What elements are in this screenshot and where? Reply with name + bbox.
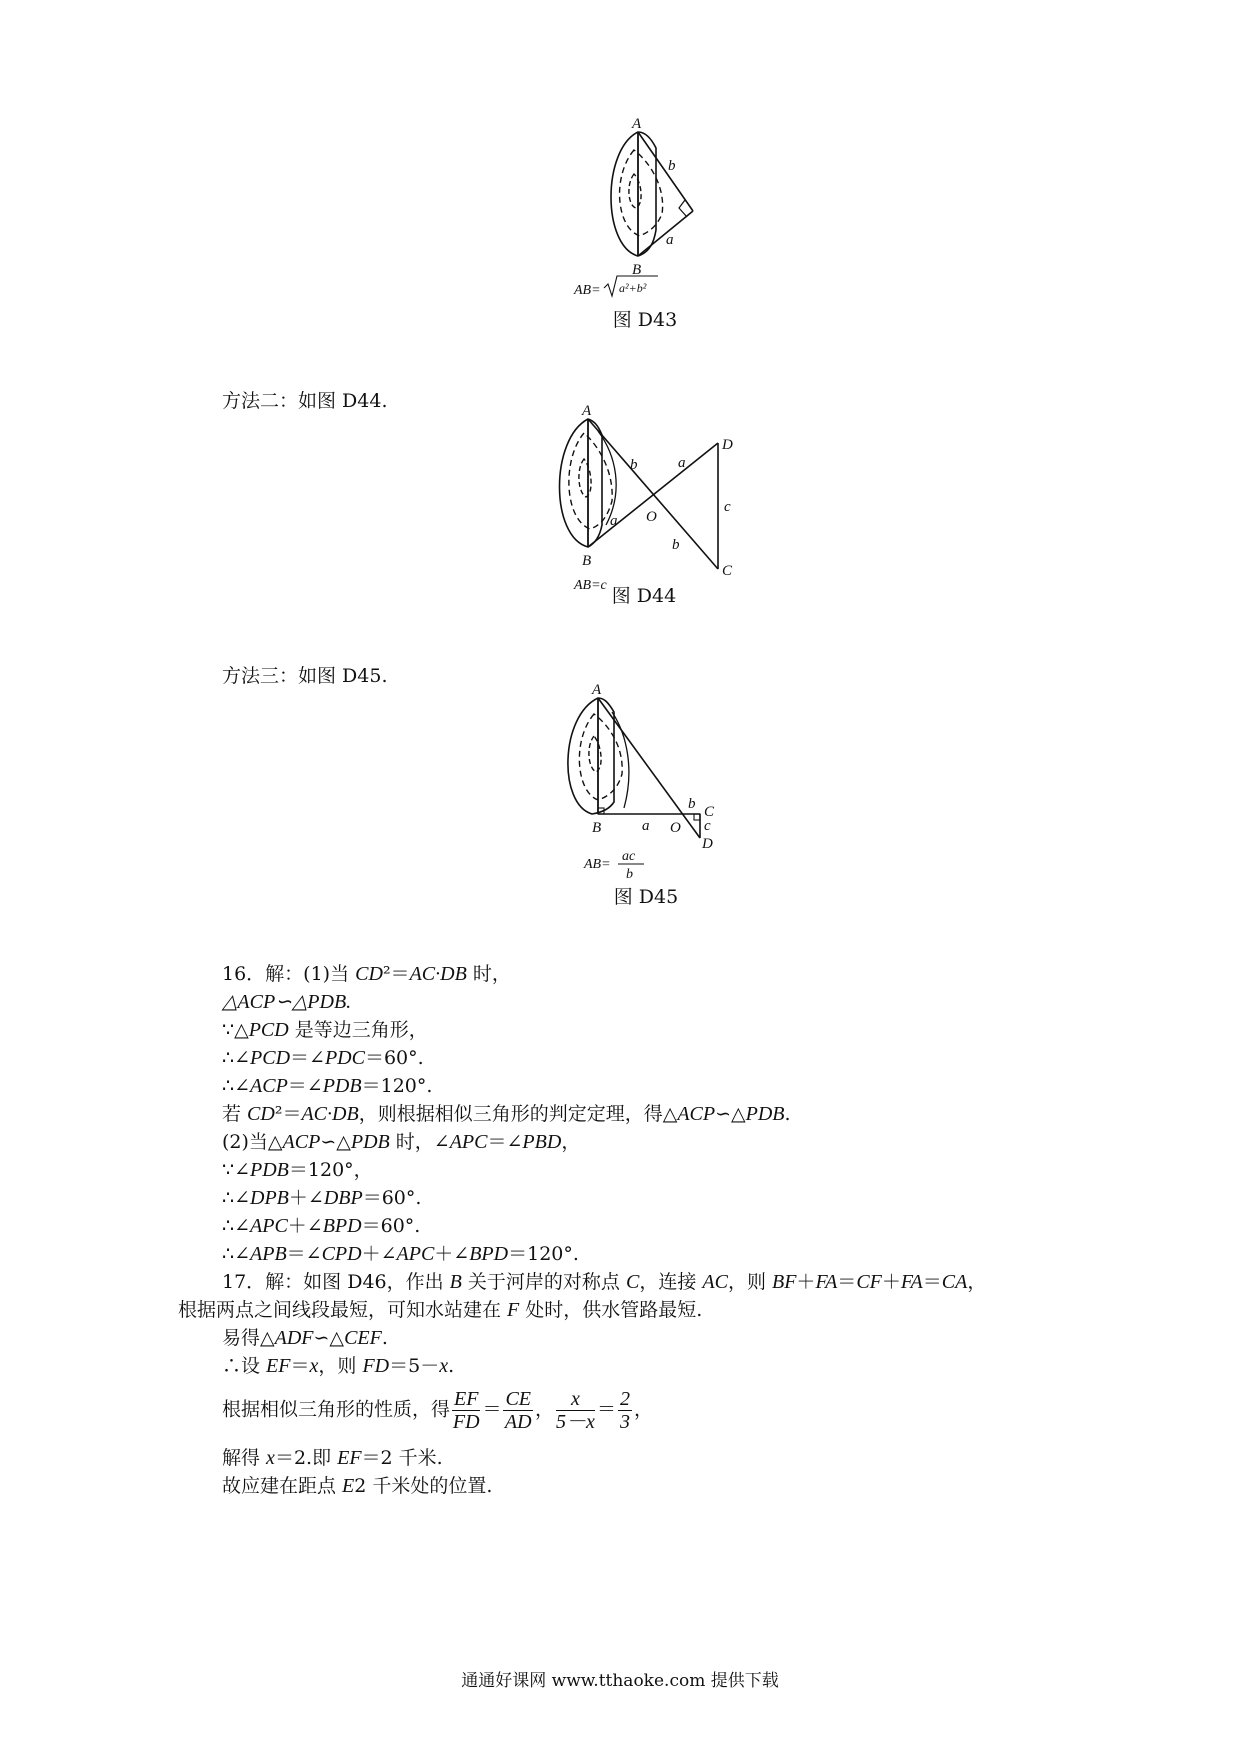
- s17-line-7: 故应建在距点 E2 千米处的位置.: [222, 1475, 493, 1497]
- d45-outer-boundary: [568, 698, 614, 814]
- d45-label-b-point: B: [592, 820, 602, 836]
- d44-right-lobe: [598, 431, 616, 525]
- figure-d45: [552, 682, 722, 882]
- s17-line-3: 易得△ADF∽△CEF.: [222, 1327, 388, 1349]
- s16-line-1: 16．解：(1)当 CD²＝AC·DB 时，: [222, 963, 511, 985]
- s17-line-1: 17．解：如图 D46，作出 B 关于河岸的对称点 C，连接 AC，则 BF＋FA＝CF＋FA＝CA，: [222, 1271, 987, 1293]
- method-two-heading: 方法二：如图 D44.: [222, 390, 388, 412]
- d44-outer-boundary: [560, 419, 603, 547]
- d45-formula-prefix: AB=: [584, 857, 611, 872]
- d44-label-c-point: C: [722, 563, 733, 579]
- fraction-2-over-3: $\frac{2}{3}$: [619, 1388, 630, 1433]
- s16-line-3: ∵△PCD 是等边三角形，: [222, 1019, 428, 1041]
- d45-label-a-side: a: [642, 818, 650, 834]
- figure-d45-diagram: [552, 682, 722, 882]
- d45-label-b-side: b: [688, 796, 696, 812]
- fraction-ce-ad: $\frac{CE}{AD}$: [504, 1388, 532, 1433]
- d44-label-b-point: B: [582, 553, 592, 569]
- s16-line-7: (2)当△ACP∽△PDB 时，∠APC＝∠PBD，: [222, 1131, 581, 1153]
- d45-core-contour: [589, 736, 601, 772]
- d45-label-a-point: A: [592, 682, 602, 698]
- s17-line-4: ∴设 EF＝x，则 FD＝5－x.: [222, 1355, 455, 1377]
- d44-label-a-point: A: [582, 403, 592, 419]
- d44-label-d-point: D: [722, 437, 733, 453]
- s17-line-5: 根据相似三角形的性质，得 $\frac{EF}{FD}$ ＝ $\frac{CE}{AD}$ ， $\frac{x}{5-x}$ ＝ $\frac{2}{3}$ ，: [222, 1388, 653, 1433]
- s16-line-9: ∴∠DPB＋∠DBP＝60°.: [222, 1187, 422, 1209]
- fraction-x-over-5-minus-x: $\frac{x}{5-x}$: [556, 1388, 595, 1433]
- d44-label-a-lower: a: [610, 513, 618, 529]
- d43-label-b-side: b: [668, 158, 676, 174]
- d45-formula-numerator: ac: [622, 849, 636, 864]
- d45-label-c-point: C: [704, 804, 715, 820]
- figure-d44-diagram: [548, 403, 738, 593]
- figure-d44-caption: 图 D44: [611, 585, 677, 607]
- d43-core-contour: [629, 174, 641, 208]
- d43-label-a-point: A: [632, 116, 642, 132]
- s16-line-2: △ACP∽△PDB.: [222, 991, 352, 1013]
- d43-right-angle-mark: [679, 200, 687, 217]
- d43-segment-b: [638, 132, 693, 211]
- d43-formula-radicand: a²+b²: [619, 281, 647, 295]
- d44-label-o-point: O: [646, 509, 657, 525]
- d44-label-c-side: c: [724, 499, 731, 515]
- d45-label-o-point: O: [670, 820, 681, 836]
- d45-formula-denominator: b: [626, 867, 633, 882]
- s16-line-5: ∴∠ACP＝∠PDB＝120°.: [222, 1075, 433, 1097]
- d44-formula: AB=c: [574, 578, 607, 593]
- s17-line-2: 根据两点之间线段最短，可知水站建在 F 处时，供水管路最短.: [178, 1299, 703, 1321]
- page-footer: 通通好课网 www.tthaoke.com 提供下载: [461, 1671, 779, 1691]
- figure-d43: [574, 116, 740, 298]
- s16-line-10: ∴∠APC＋∠BPD＝60°.: [222, 1215, 421, 1237]
- d45-inner-contour: [579, 714, 622, 800]
- d43-label-b-point: B: [632, 262, 642, 278]
- figure-d44: [548, 403, 738, 593]
- d44-segment-bd: [588, 443, 718, 547]
- d44-label-b-upper: b: [630, 457, 638, 473]
- d45-label-c-side: c: [704, 818, 711, 834]
- s17-line-6: 解得 x＝2.即 EF＝2 千米.: [222, 1447, 443, 1469]
- figure-d43-diagram: [574, 116, 740, 298]
- d45-right-angle-c: [694, 814, 700, 820]
- figure-d45-caption: 图 D45: [613, 886, 679, 908]
- figure-d43-caption: 图 D43: [612, 309, 678, 331]
- s16-line-8: ∵∠PDB＝120°，: [222, 1159, 373, 1181]
- d44-label-b-lower: b: [672, 537, 680, 553]
- d43-formula-prefix: AB=: [574, 283, 601, 298]
- d44-label-a-upper: a: [678, 455, 686, 471]
- d45-label-d-point: D: [702, 836, 713, 852]
- s16-line-4: ∴∠PCD＝∠PDC＝60°.: [222, 1047, 424, 1069]
- d43-label-a-side: a: [666, 232, 674, 248]
- fraction-ef-fd: $\frac{EF}{FD}$: [452, 1388, 480, 1433]
- s16-line-11: ∴∠APB＝∠CPD＋∠APC＋∠BPD＝120°.: [222, 1243, 579, 1265]
- s16-line-6: 若 CD²＝AC·DB，则根据相似三角形的判定定理，得△ACP∽△PDB.: [222, 1103, 791, 1125]
- d44-core-contour: [579, 459, 591, 497]
- method-three-heading: 方法三：如图 D45.: [222, 665, 388, 687]
